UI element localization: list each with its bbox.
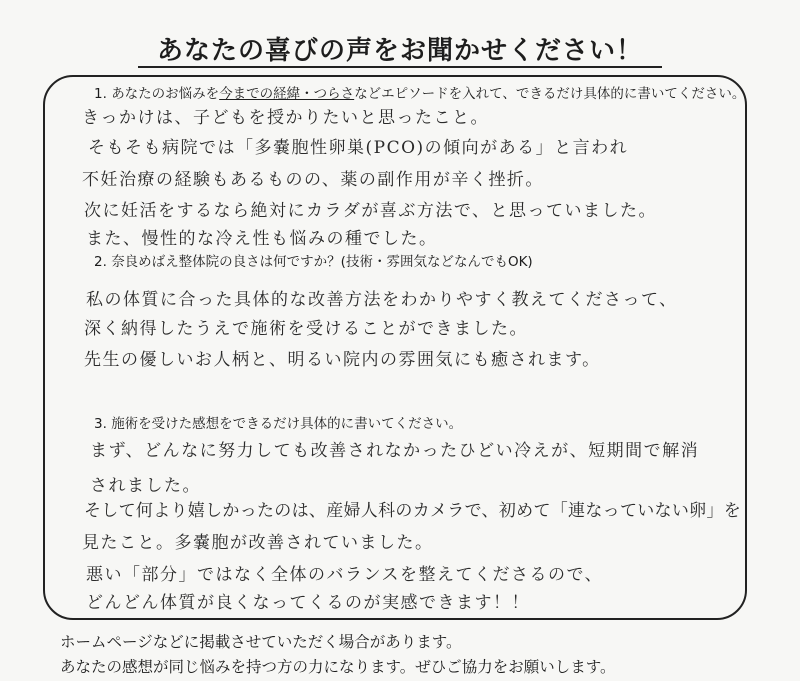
answer-2-line-1: 私の体質に合った具体的な改善方法をわかりやすく教えてくださって、 bbox=[86, 290, 678, 310]
answer-1-line-1: きっかけは、子どもを授かりたいと思ったこと。 bbox=[82, 108, 489, 128]
question-3-text: 施術を受けた感想をできるだけ具体的に書いてください。 bbox=[111, 416, 463, 432]
title-underline bbox=[138, 66, 662, 68]
answer-3-line-3: そして何より嬉しかったのは、産婦人科のカメラで、初めて「連なっていない卵」を bbox=[84, 501, 742, 521]
question-1-text-underlined: 今までの経緯・つらさ bbox=[219, 86, 355, 102]
answer-2-line-2: 深く納得したうえで施術を受けることができました。 bbox=[84, 319, 528, 339]
answer-1-line-4: 次に妊活をするなら絶対にカラダが喜ぶ方法で、と思っていました。 bbox=[84, 201, 657, 221]
answer-1-line-2: そもそも病院では「多嚢胞性卵巣(PCO)の傾向がある」と言われ bbox=[88, 138, 629, 158]
answer-3-line-4: 見たこと。多嚢胞が改善されていました。 bbox=[82, 533, 434, 553]
question-2-text: 奈良めばえ整体院の良さは何ですか？(技術・雰囲気などなんでもOK) bbox=[111, 254, 533, 270]
answer-3-line-5: 悪い「部分」ではなく全体のバランスを整えてくださるので、 bbox=[86, 565, 604, 585]
page-title: あなたの喜びの声をお聞かせください！ bbox=[156, 36, 643, 66]
question-1-number: 1. bbox=[94, 86, 107, 102]
answer-3-line-6: どんどん体質が良くなってくるのが実感できます！！ bbox=[86, 593, 530, 613]
question-1-text-after: などエピソードを入れて、できるだけ具体的に書いてください。 bbox=[354, 86, 746, 102]
footer-line-2: あなたの感想が同じ悩みを持つ方の力になります。ぜひご協力をお願いします。 bbox=[60, 658, 616, 676]
question-1-text-before: あなたのお悩みを bbox=[111, 86, 220, 102]
question-3 bbox=[94, 412, 462, 432]
answer-2-line-3: 先生の優しいお人柄と、明るい院内の雰囲気にも癒されます。 bbox=[84, 350, 601, 370]
footer-line-1: ホームページなどに掲載させていただく場合があります。 bbox=[60, 633, 462, 651]
question-2-number: 2. bbox=[94, 254, 107, 270]
question-3-number: 3. bbox=[94, 416, 107, 432]
answer-1-line-5: また、慢性的な冷え性も悩みの種でした。 bbox=[86, 229, 438, 249]
question-1 bbox=[94, 82, 745, 102]
answer-3-line-2: されました。 bbox=[90, 476, 201, 496]
answer-1-line-3: 不妊治療の経験もあるものの、薬の副作用が辛く挫折。 bbox=[82, 170, 544, 190]
answer-3-line-1: まず、どんなに努力しても改善されなかったひどい冷えが、短期間で解消 bbox=[90, 441, 700, 461]
question-2 bbox=[94, 250, 533, 270]
